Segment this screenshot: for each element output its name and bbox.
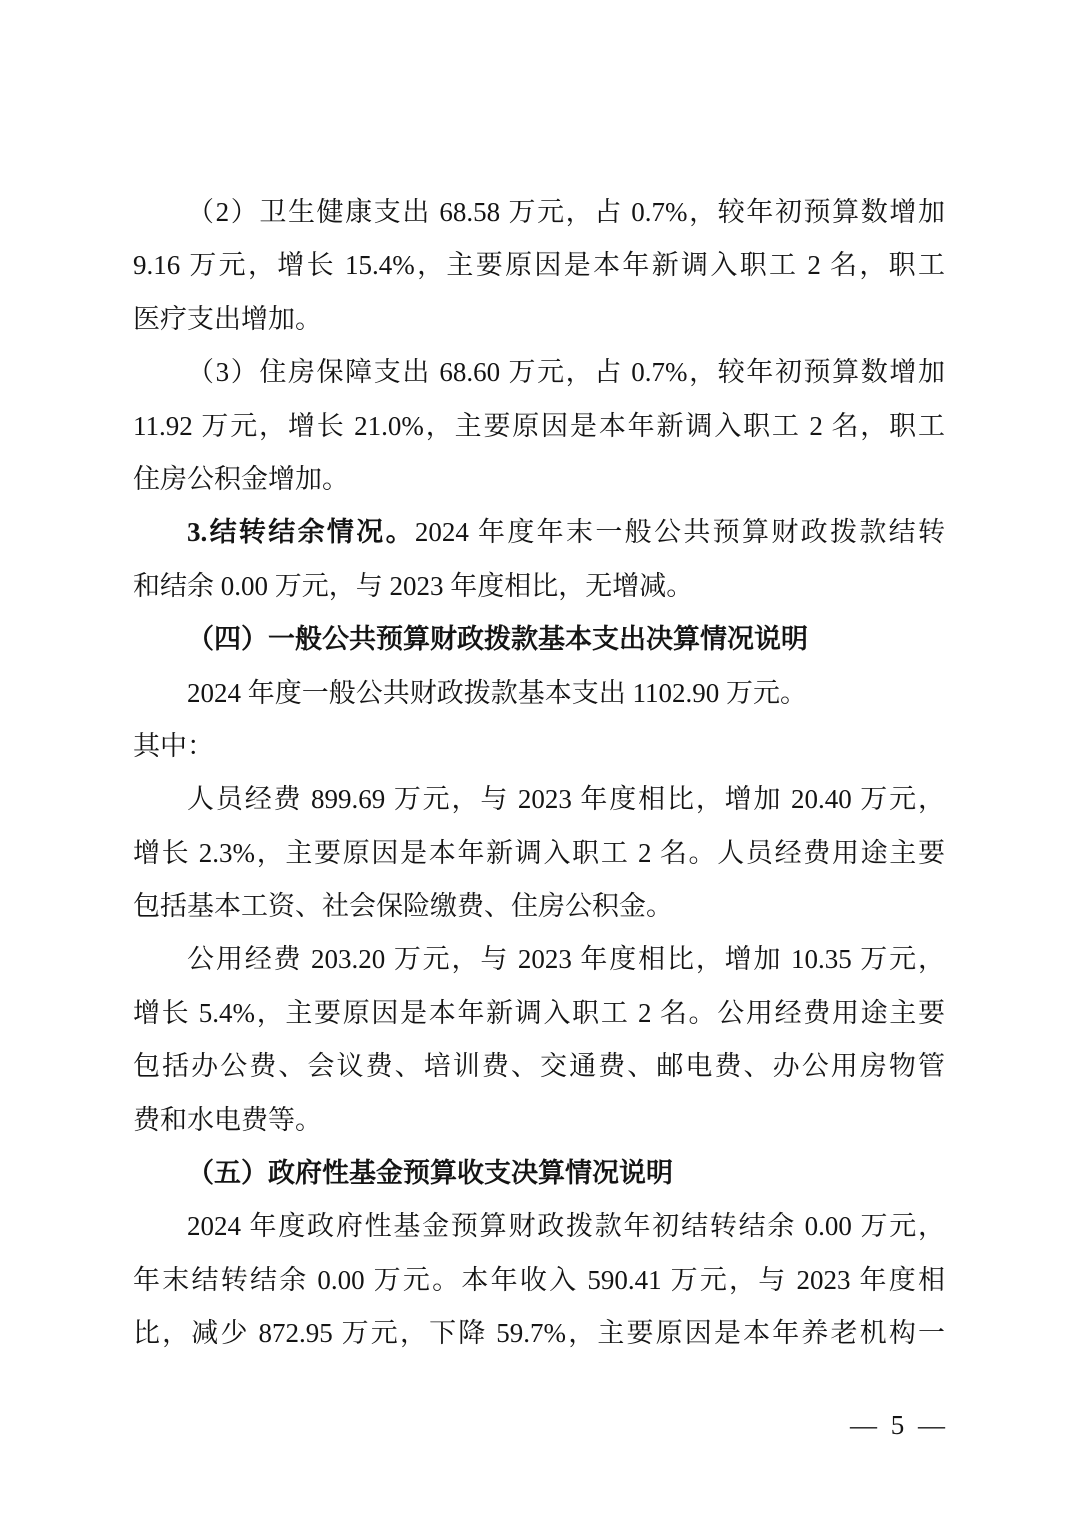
text-line xyxy=(133,506,945,559)
text-line: 医疗支出增加。 xyxy=(133,303,322,334)
text-line: 住房公积金增加。 xyxy=(133,463,349,494)
text-line: 包括办公费、会议费、培训费、交通费、邮电费、办公用房物管 xyxy=(133,1051,945,1082)
text-line: 9.16 万元，增长 15.4%，主要原因是本年新调入职工 2 名，职工 xyxy=(133,250,945,281)
text-line: 公用经费 203.20 万元，与 2023 年度相比，增加 10.35 万元， xyxy=(187,944,945,975)
para-public-funds xyxy=(133,933,945,1147)
text-line: 费和水电费等。 xyxy=(133,1104,322,1135)
text-line: 比，减少 872.95 万元，下降 59.7%，主要原因是本年养老机构一 xyxy=(133,1318,945,1349)
heading-section-four xyxy=(133,613,945,666)
para-carryover-balance xyxy=(133,506,945,613)
para-basic-expenditure-total xyxy=(133,667,945,774)
text-line: 和结余 0.00 万元，与 2023 年度相比，无增减。 xyxy=(133,570,694,601)
para-government-fund-budget xyxy=(133,1200,945,1360)
text-line: （2）卫生健康支出 68.58 万元，占 0.7%，较年初预算数增加 xyxy=(187,197,945,227)
page-number: — 5 — xyxy=(850,1410,945,1440)
text-line: 11.92 万元，增长 21.0%，主要原因是本年新调入职工 2 名，职工 xyxy=(133,410,945,441)
text-line: （3）住房保障支出 68.60 万元，占 0.7%，较年初预算数增加 xyxy=(187,357,945,388)
section-heading: （四）一般公共预算财政拨款基本支出决算情况说明 xyxy=(187,624,808,655)
para-housing-expenditure xyxy=(133,346,945,506)
heading-section-five xyxy=(133,1147,945,1200)
text-line: 年末结转结余 0.00 万元。本年收入 590.41 万元，与 2023 年度相 xyxy=(133,1264,945,1295)
carryover-rest: 2024 年度年末一般公共预算财政拨款结转 xyxy=(414,517,945,548)
carryover-bold-lead: 3.结转结余情况。 xyxy=(187,517,415,548)
text-line: 2024 年度政府性基金预算财政拨款年初结转结余 0.00 万元， xyxy=(187,1211,945,1242)
para-personnel-funds xyxy=(133,773,945,933)
document-body xyxy=(133,186,945,1361)
text-line: 其中： xyxy=(133,730,214,761)
text-line: 2024 年度一般公共财政拨款基本支出 1102.90 万元。 xyxy=(187,677,807,708)
text-line: 增长 5.4%，主要原因是本年新调入职工 2 名。公用经费用途主要 xyxy=(133,997,945,1028)
para-health-expenditure xyxy=(133,186,945,346)
text-line: 包括基本工资、社会保险缴费、住房公积金。 xyxy=(133,891,673,922)
text-line: 人员经费 899.69 万元，与 2023 年度相比，增加 20.40 万元， xyxy=(187,784,945,815)
section-heading: （五）政府性基金预算收支决算情况说明 xyxy=(187,1158,673,1189)
text-line: 增长 2.3%，主要原因是本年新调入职工 2 名。人员经费用途主要 xyxy=(133,837,945,868)
